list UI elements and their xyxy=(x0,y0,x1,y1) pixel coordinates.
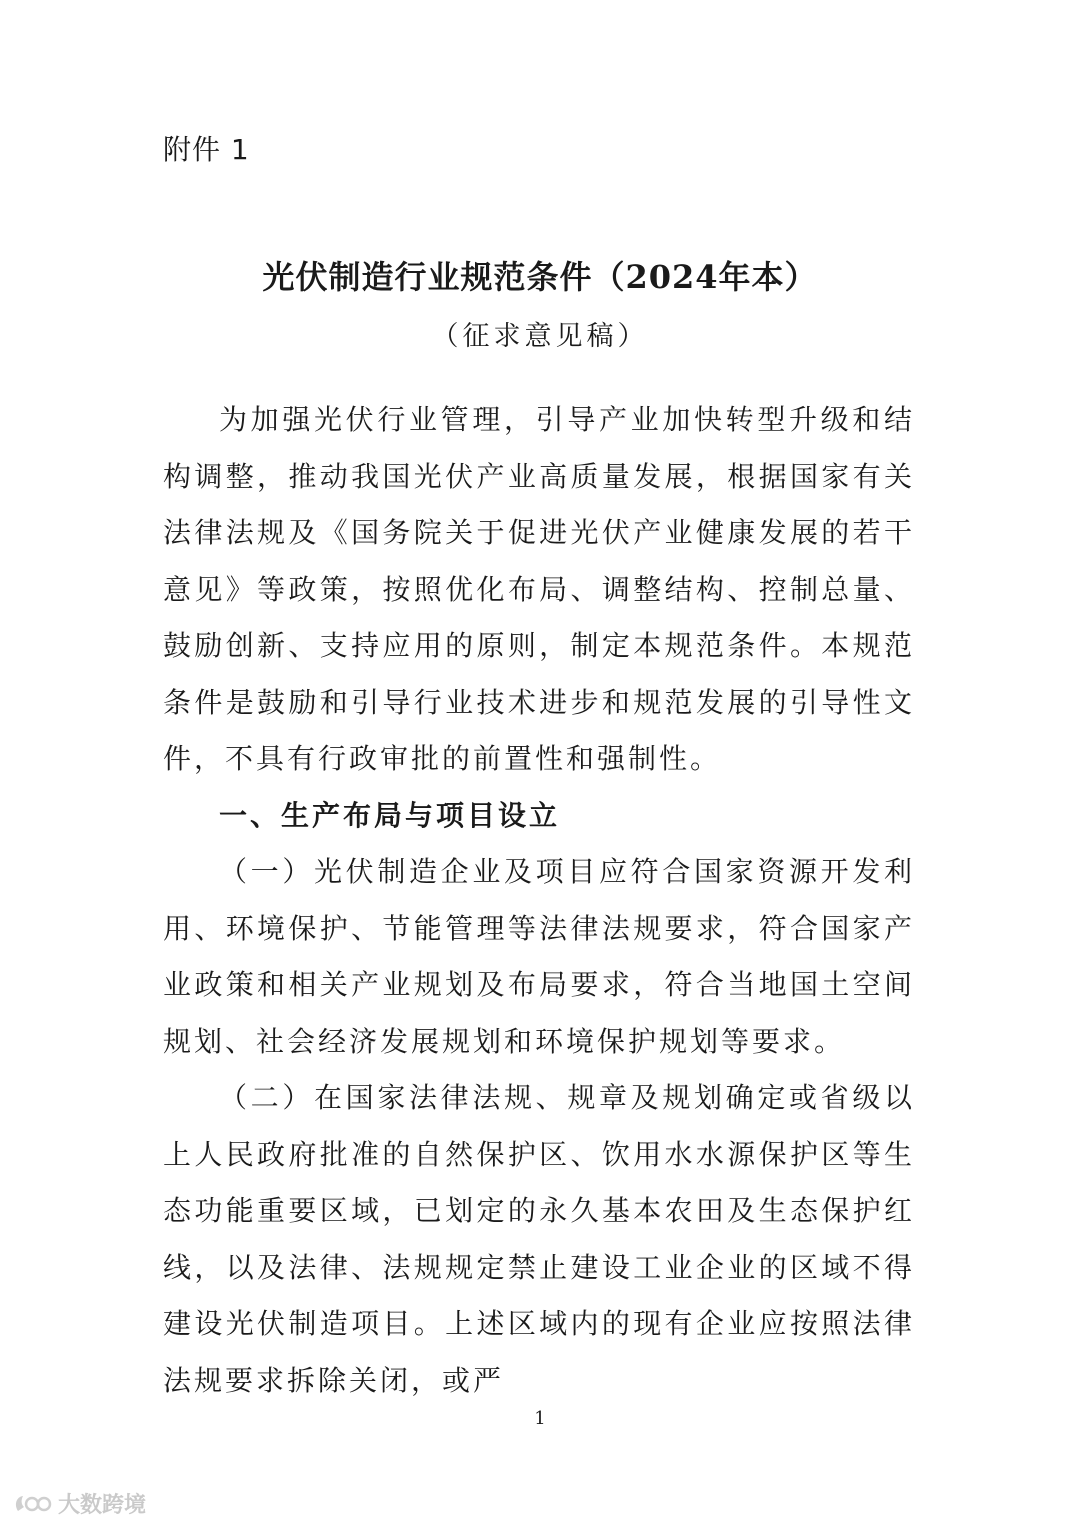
section-heading: 一、生产布局与项目设立 xyxy=(219,798,561,832)
clause-paragraph-2: （二）在国家法律法规、规章及规划确定或省级以上人民政府批准的自然保护区、饮用水水源保护区等生态功能重要区域，已划定的永久基本农田及生态保护红线，以及法律、法规规定禁止建设工业企业的区域不得建设光伏制造项目。上述区域内的现有企业应按照法律法规要求拆除关闭，或严 xyxy=(163,1081,915,1397)
watermark-logo-icon xyxy=(12,1491,52,1517)
document-subtitle: （征求意见稿） xyxy=(431,321,649,352)
clause-paragraph-1: （一）光伏制造企业及项目应符合国家资源开发利用、环境保护、节能管理等法律法规要求，符合国家产业政策和相关产业规划及布局要求，符合当地国土空间规划、社会经济发展规划和环境保护规划等要求。 xyxy=(163,855,915,1058)
document-body xyxy=(163,392,915,1409)
watermark-text: 大数跨境 xyxy=(58,1493,147,1518)
intro-paragraph: 为加强光伏行业管理，引导产业加快转型升级和结构调整，推动我国光伏产业高质量发展，根据国家有关法律法规及《国务院关于促进光伏产业健康发展的若干意见》等政策，按照优化布局、调整结构、控制总量、鼓励创新、支持应用的原则，制定本规范条件。本规范条件是鼓励和引导行业技术进步和规范发展的引导性文件，不具有行政审批的前置性和强制性。 xyxy=(163,403,915,775)
attachment-label: 附件 1 xyxy=(163,133,250,166)
document-title: 光伏制造行业规范条件（2024年本） xyxy=(262,258,818,296)
page-number: 1 xyxy=(534,1408,546,1429)
watermark xyxy=(12,1488,146,1519)
